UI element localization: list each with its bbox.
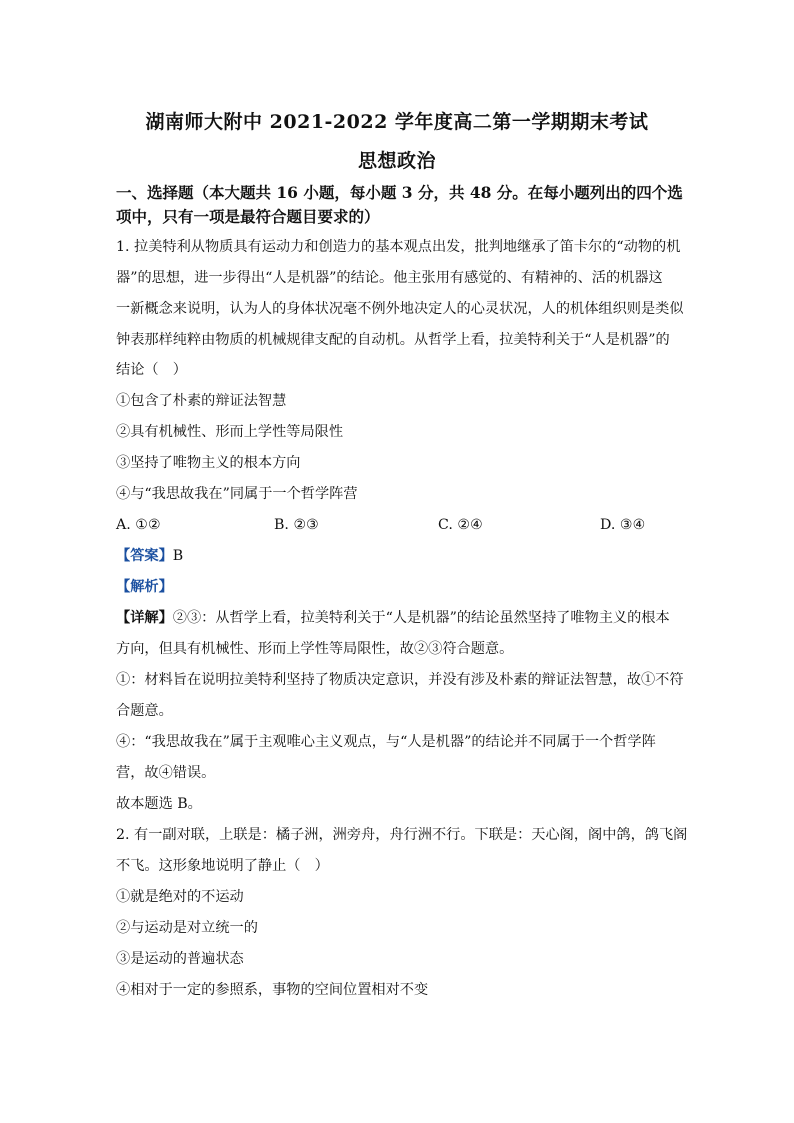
q1-stem-line: 钟表那样纯粹由物质的机械规律支配的自动机。从哲学上看，拉美特利关于“人是机器”的 xyxy=(116,332,670,348)
q2-stem-line: 不飞。这形象地说明了静止（ ） xyxy=(116,858,329,874)
q1-detail-line: 故本题选 B。 xyxy=(116,796,202,812)
q1-detail-line xyxy=(116,608,686,628)
q1-item: ①包含了朴素的辩证法智慧 xyxy=(116,393,287,409)
q1-stem-line: 1. 拉美特利从物质具有运动力和创造力的基本观点出发，批判地继承了笛卡尔的“动物的机 xyxy=(116,239,681,255)
q1-stem-line: 器”的思想，进一步得出“人是机器”的结论。他主张用有感觉的、有精神的、活的机器这 xyxy=(116,270,663,286)
subject-title: 思想政治 xyxy=(357,150,436,172)
q1-detail-line: 营，故④错误。 xyxy=(116,765,216,781)
answer-tag: 【答案】 xyxy=(116,548,173,564)
q2-item: ③是运动的普遍状态 xyxy=(116,951,244,967)
q1-item: ②具有机械性、形而上学性等局限性 xyxy=(116,424,344,440)
q1-detail-line: 方向，但具有机械性、形而上学性等局限性，故②③符合题意。 xyxy=(116,641,514,657)
q1-answer-line xyxy=(116,546,686,566)
q1-stem-line: 一新概念来说明，认为人的身体状况毫不例外地决定人的心灵状况，人的机体组织则是类似 xyxy=(116,301,684,317)
q1-option-b: B. ②③ xyxy=(274,517,319,533)
q1-detail-line: ①：材料旨在说明拉美特利坚持了物质决定意识，并没有涉及朴素的辩证法智慧，故①不符 xyxy=(116,672,684,688)
detail-tag: 【详解】 xyxy=(116,610,173,626)
detail-text: ②③：从哲学上看，拉美特利关于“人是机器”的结论虽然坚持了唯物主义的根本 xyxy=(172,610,670,626)
q1-option-d: D. ③④ xyxy=(600,517,646,533)
q1-item: ④与“我思故我在”同属于一个哲学阵营 xyxy=(116,486,358,502)
exam-title: 湖南师大附中 2021-2022 学年度高二第一学期期末考试 xyxy=(145,111,649,133)
q1-option-c: C. ②④ xyxy=(438,517,483,533)
q1-item: ③坚持了唯物主义的根本方向 xyxy=(116,455,301,471)
q1-option-a: A. ①② xyxy=(116,517,161,533)
q1-detail-line: 合题意。 xyxy=(116,703,173,719)
q2-item: ①就是绝对的不运动 xyxy=(116,889,244,905)
q1-analysis-line xyxy=(116,577,686,597)
q2-item: ④相对于一定的参照系，事物的空间位置相对不变 xyxy=(116,982,429,998)
q2-stem-line: 2. 有一副对联，上联是：橘子洲，洲旁舟，舟行洲不行。下联是：天心阁，阁中鸽，鸽飞阁 xyxy=(116,827,688,843)
q1-stem-line: 结论（ ） xyxy=(116,362,187,378)
section-heading: 一、选择题（本大题共 16 小题，每小题 3 分，共 48 分。在每小题列出的四个选 xyxy=(116,183,683,202)
q2-item: ②与运动是对立统一的 xyxy=(116,920,258,936)
answer-value: B xyxy=(172,548,184,564)
section-heading-cont: 项中，只有一项是最符合题目要求的） xyxy=(116,207,380,226)
q1-detail-line: ④：“我思故我在”属于主观唯心主义观点，与“人是机器”的结论并不同属于一个哲学阵 xyxy=(116,734,656,750)
analysis-tag: 【解析】 xyxy=(116,579,173,595)
